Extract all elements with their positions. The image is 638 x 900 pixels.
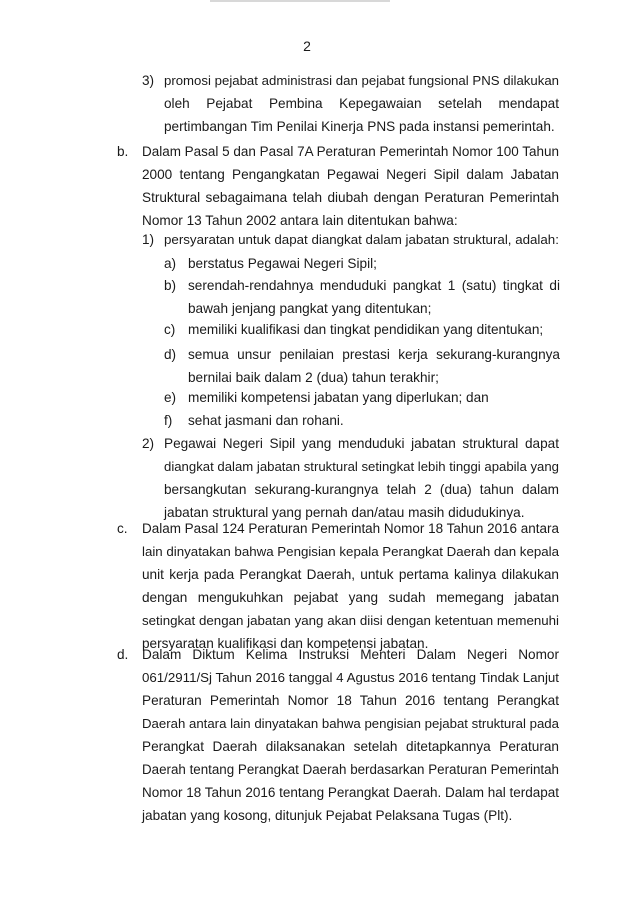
section-c xyxy=(0,517,638,657)
sub-marker: b) xyxy=(164,278,177,293)
list-item-3 xyxy=(0,69,638,139)
sub-item-e xyxy=(0,386,638,411)
section-c-text: Dalam Pasal 124 Peraturan Pemerintah Nomor 18 Tahun 2016 antara lain dinyatakan bahwa Pengisian kepala Perangkat Daerah dan kepala unit kerja pada Perangkat Daerah, untuk pertama kalinya dilakukan dengan mengukuhkan pejabat yang sudah memegang jabatan setingkat dengan jabatan yang akan diisi dengan ketentuan memenuhi persyaratan kualifikasi dan kompetensi jabatan. xyxy=(142,521,559,651)
sub-item-text: berstatus Pegawai Negeri Sipil; xyxy=(188,256,377,271)
page-number: 2 xyxy=(303,38,311,54)
sub-item-d xyxy=(0,343,638,391)
sub-item-b xyxy=(0,274,638,322)
sub-marker: c) xyxy=(164,322,176,337)
list-item-text: promosi pejabat administrasi dan pejabat fungsional PNS dilakukan oleh Pejabat Pembina Kepegawaian setelah mendapat pertimbangan Tim Penilai Kinerja PNS pada instansi pemerintah. xyxy=(164,73,559,134)
section-d xyxy=(0,643,638,833)
scan-top-rule xyxy=(210,0,390,2)
section-d-text: Dalam Diktum Kelima Instruksi Menteri Dalam Negeri Nomor 061/2911/Sj Tahun 2016 tanggal 4 Agustus 2016 tentang Tindak Lanjut Peraturan Pemerintah Nomor 18 Tahun 2016 tentang Perangkat Daerah antara lain dinyatakan bahwa pengisian pejabat struktural pada Perangkat Daerah dilaksanakan setelah ditetapkannya Peraturan Daerah tentang Perangkat Daerah berdasarkan Peraturan Pemerintah Nomor 18 Tahun 2016 tentang Perangkat Daerah. Dalam hal terdapat jabatan yang kosong, ditunjuk Pejabat Pelaksana Tugas (Plt). xyxy=(142,647,560,823)
list-item-text: Pegawai Negeri Sipil yang menduduki jabatan struktural dapat diangkat dalam jabatan struktural setingkat lebih tinggi apabila yang bersangkutan sekurang-kurangnya telah 2 (dua) tahun dalam jabatan struktural yang pernah dan/atau masih didudukinya. xyxy=(164,436,559,520)
sub-marker: a) xyxy=(164,256,177,271)
section-b-text: Dalam Pasal 5 dan Pasal 7A Peraturan Pemerintah Nomor 100 Tahun 2000 tentang Pengangkatan Pegawai Negeri Sipil dalam Jabatan Struktural sebagaimana telah diubah dengan Peraturan Pemerintah Nomor 13 Tahun 2002 antara lain ditentukan bahwa: xyxy=(142,144,559,228)
section-b xyxy=(0,140,638,235)
sub-item-c xyxy=(0,318,638,343)
list-item-text: persyaratan untuk dapat diangkat dalam jabatan struktural, adalah: xyxy=(164,232,559,247)
sub-item-text: serendah-rendahnya menduduki pangkat 1 (satu) tingkat di bawah jenjang pangkat yang ditentukan; xyxy=(188,278,560,316)
section-marker: d. xyxy=(117,647,129,662)
list-marker: 3) xyxy=(142,73,155,88)
sub-item-f xyxy=(0,409,638,434)
section-marker: b. xyxy=(117,144,129,159)
sub-marker: d) xyxy=(164,347,177,362)
sub-item-text: memiliki kualifikasi dan tingkat pendidikan yang ditentukan; xyxy=(188,322,544,337)
list-marker: 2) xyxy=(142,436,155,451)
section-marker: c. xyxy=(117,521,128,536)
sub-item-text: memiliki kompetensi jabatan yang diperlukan; dan xyxy=(188,390,489,405)
sub-marker: f) xyxy=(164,413,173,428)
sub-item-text: semua unsur penilaian prestasi kerja sekurang-kurangnya bernilai baik dalam 2 (dua) tahun terakhir; xyxy=(188,347,560,385)
list-item-2 xyxy=(0,432,638,527)
sub-item-text: sehat jasmani dan rohani. xyxy=(188,413,344,428)
sub-marker: e) xyxy=(164,390,177,405)
list-marker: 1) xyxy=(142,232,155,247)
list-item-1 xyxy=(0,228,638,253)
